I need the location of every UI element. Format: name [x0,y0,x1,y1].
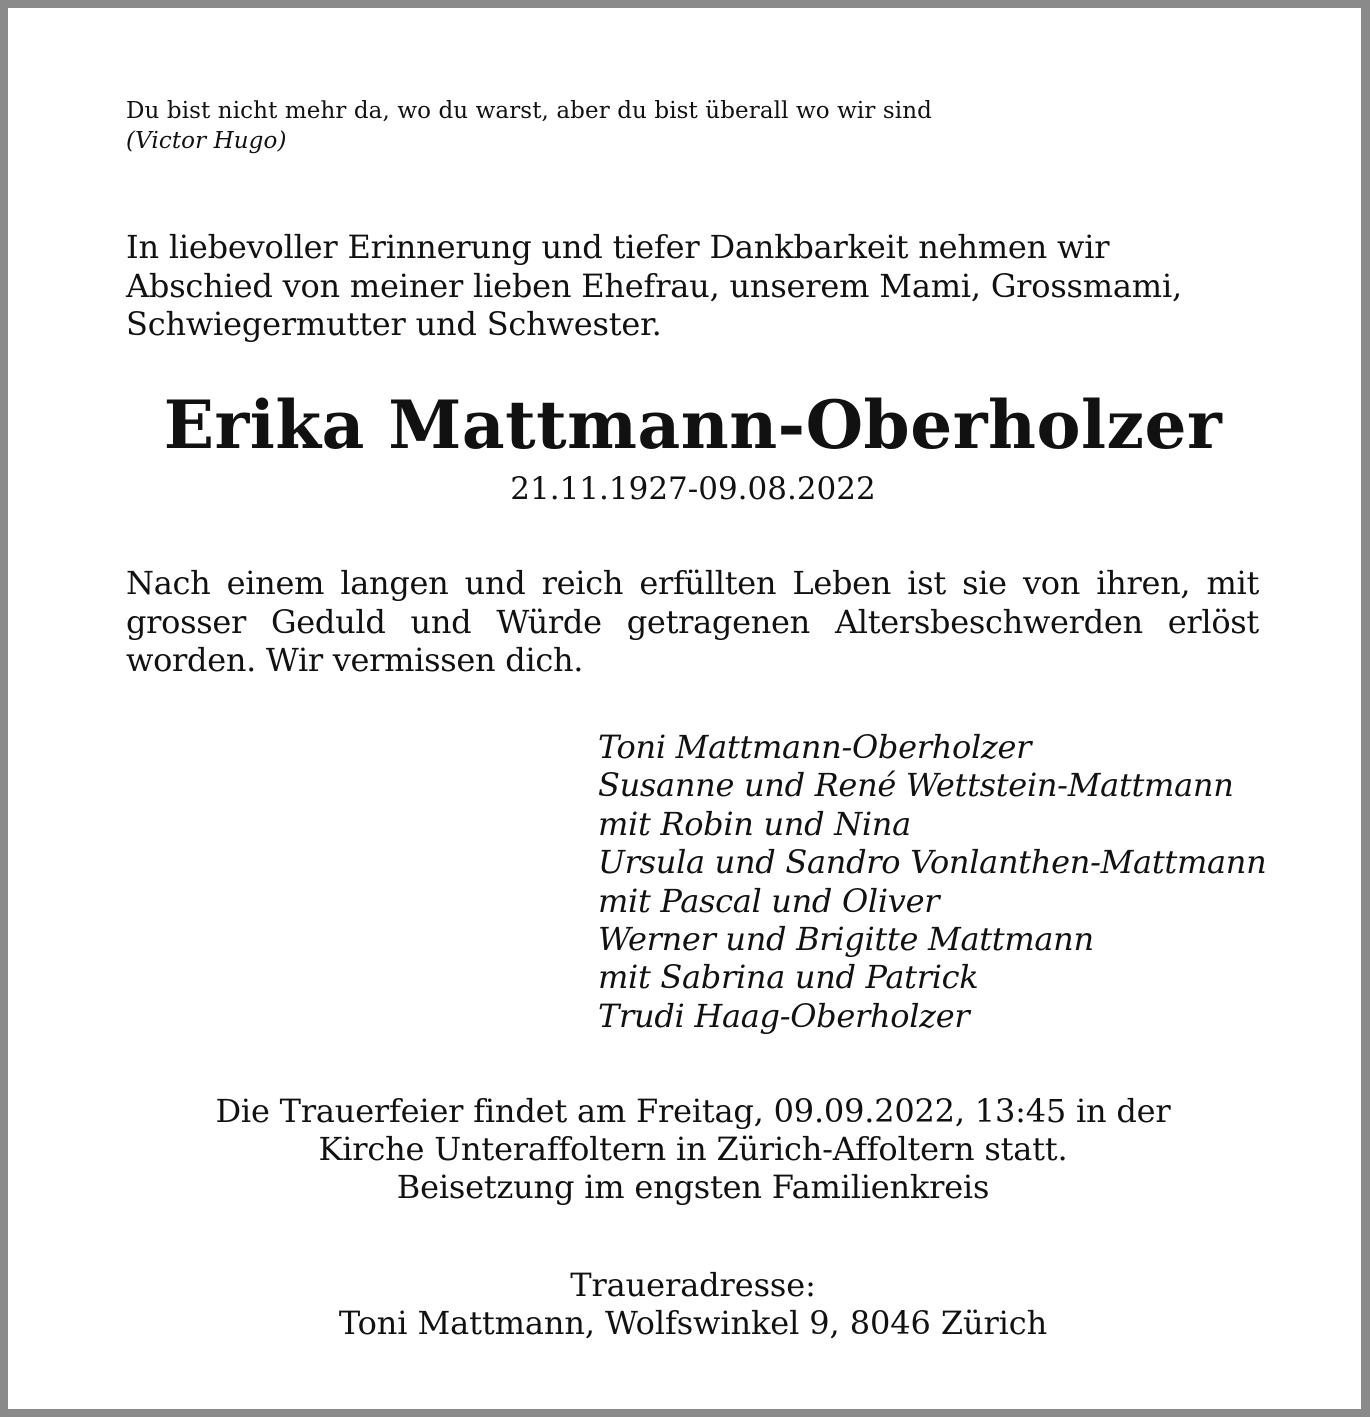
quote-text: Du bist nicht mehr da, wo du warst, aber du bist überall wo wir sind [126,98,932,124]
family-list [598,728,1298,1035]
family-member: Susanne und René Wettstein-Mattmann [598,766,1234,805]
intro-line: In liebevoller Erinnerung und tiefer Dankbarkeit nehmen wir [126,228,1110,266]
deceased-name: Erika Mattmann-Oberholzer [163,386,1223,464]
family-member: mit Sabrina und Patrick [598,958,979,997]
family-member: mit Robin und Nina [598,804,911,843]
ceremony-info [8,1092,1370,1206]
life-dates: 21.11.1927-09.08.2022 [510,471,876,507]
intro-line: Schwiegermutter und Schwester. [126,305,662,343]
family-member: mit Pascal und Oliver [598,881,940,920]
ceremony-line: Kirche Unteraffoltern in Zürich-Affoltern statt. [318,1130,1068,1168]
ceremony-line: Die Trauerfeier findet am Freitag, 09.09.2022, 13:45 in der [215,1092,1171,1130]
intro-line: Abschied von meiner lieben Ehefrau, unserem Mami, Grossmami, [126,266,1182,305]
address-value: Toni Mattmann, Wolfswinkel 9, 8046 Zürich [338,1303,1048,1342]
family-member: Werner und Brigitte Mattmann [598,920,1094,959]
family-member: Trudi Haag-Oberholzer [598,996,970,1035]
message-paragraph: Nach einem langen und reich erfüllten Leben ist sie von ihren, mit grosser Geduld und Würde getragenen Altersbeschwerden erlöst worden. Wir vermissen dich. [126,564,1259,679]
address-label: Traueradresse: [570,1266,816,1304]
quote-block [126,96,1126,156]
quote-author: (Victor Hugo) [126,128,287,154]
mourning-address [8,1267,1370,1342]
intro-text [126,228,1266,344]
family-member: Ursula und Sandro Vonlanthen-Mattmann [598,843,1267,882]
family-member: Toni Mattmann-Oberholzer [598,728,1032,766]
ceremony-line: Beisetzung im engsten Familienkreis [396,1168,990,1206]
